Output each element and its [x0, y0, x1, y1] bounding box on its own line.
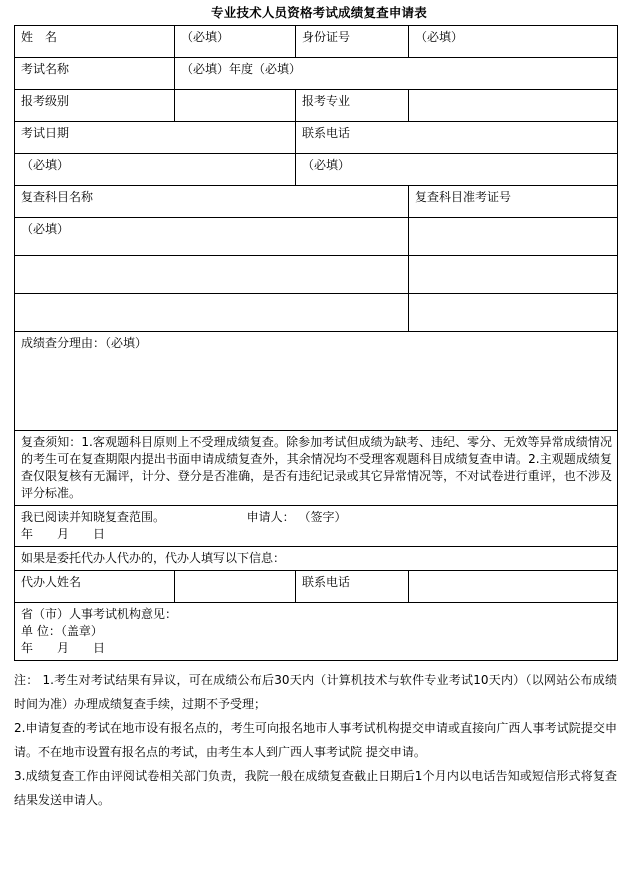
label-name: 姓 名 — [15, 26, 175, 58]
field-apply-major-value[interactable] — [409, 90, 618, 122]
footer-note-3: 3.成绩复查工作由评阅试卷相关部门负责，我院一般在成绩复查截止日期后1个月内以电话告知或短信形式将复查结果发送申请人。 — [14, 769, 617, 807]
applicant-label: 申请人： — [246, 510, 295, 524]
field-apply-level-value[interactable] — [175, 90, 296, 122]
field-contact-phone-value[interactable]: （必填） — [296, 154, 618, 186]
field-agent-name-value[interactable] — [175, 571, 296, 603]
field-exam-date-value[interactable]: （必填） — [15, 154, 296, 186]
label-review-subject-name: 复查科目名称 — [15, 186, 409, 218]
agency-opinion-cell — [15, 603, 618, 661]
table-row-level-major — [15, 90, 618, 122]
field-exam-name-value[interactable]: （必填）年度（必填） — [175, 58, 618, 90]
field-review-subject-name-3[interactable] — [15, 294, 409, 332]
field-id-number-value[interactable]: （必填） — [409, 26, 618, 58]
label-exam-date: 考试日期 — [15, 122, 296, 154]
footer-notes — [14, 668, 617, 812]
table-row-exam-name — [15, 58, 618, 90]
table-row-agent-intro — [15, 547, 618, 571]
table-row-subject-1 — [15, 218, 618, 256]
field-review-subject-name-1[interactable]: （必填） — [15, 218, 409, 256]
label-id-number: 身份证号 — [296, 26, 409, 58]
table-row-subject-3 — [15, 294, 618, 332]
field-review-subject-name-2[interactable] — [15, 256, 409, 294]
label-apply-major: 报考专业 — [296, 90, 409, 122]
field-review-subject-ticket-1[interactable] — [409, 218, 618, 256]
label-agent-name: 代办人姓名 — [15, 571, 175, 603]
table-row-date-phone-header — [15, 122, 618, 154]
applicant-date-line[interactable]: 年 月 日 — [21, 527, 106, 541]
label-apply-level: 报考级别 — [15, 90, 175, 122]
agent-intro-text: 如果是委托代办人代办的，代办人填写以下信息： — [15, 547, 618, 571]
table-row-date-phone-value — [15, 154, 618, 186]
label-exam-name: 考试名称 — [15, 58, 175, 90]
table-row-read-confirm — [15, 506, 618, 547]
agency-date-line[interactable]: 年 月 日 — [21, 641, 106, 655]
footer-note-2: 2.申请复查的考试在地市设有报名点的，考生可向报名地市人事考试机构提交申请或直接向广西人事考试院提交申请。不在地市设置有报名点的考试，由考生本人到广西人事考试院 提交申请。 — [14, 721, 617, 759]
table-row-reason — [15, 332, 618, 431]
field-agent-phone-value[interactable] — [409, 571, 618, 603]
table-row-agency-opinion — [15, 603, 618, 661]
application-form-table — [14, 25, 618, 661]
review-notice-text: 复查须知：1.客观题科目原则上不受理成绩复查。除参加考试但成绩为缺考、违纪、零分、无效等异常成绩情况的考生可在复查期限内提出书面申请成绩复查外，其余情况均不受理客观题科目成绩复查申请。2.主观题成绩复查仅限复核有无漏评，计分、登分是否准确，是否有违纪记录或其它异常情况等，不对试卷进行重评，也不涉及评分标准。 — [15, 431, 618, 506]
footer-note-1: 注： 1.考生对考试结果有异议，可在成绩公布后30天内（计算机技术与软件专业考试10天内）（以网站公布成绩时间为准）办理成绩复查手续，过期不予受理； — [14, 673, 617, 711]
read-confirm-cell — [15, 506, 618, 547]
field-review-subject-ticket-3[interactable] — [409, 294, 618, 332]
table-row-name — [15, 26, 618, 58]
read-confirm-line — [21, 509, 612, 526]
field-review-subject-ticket-2[interactable] — [409, 256, 618, 294]
label-agent-phone: 联系电话 — [296, 571, 409, 603]
read-statement: 我已阅读并知晓复查范围。 — [21, 510, 166, 524]
label-contact-phone: 联系电话 — [296, 122, 618, 154]
label-review-subject-ticket: 复查科目准考证号 — [409, 186, 618, 218]
agency-opinion-title: 省（市）人事考试机构意见： — [21, 607, 178, 621]
signature-hint[interactable]: （签字） — [298, 510, 347, 524]
table-row-agent — [15, 571, 618, 603]
field-name-value[interactable]: （必填） — [175, 26, 296, 58]
agency-unit-seal-line[interactable]: 单 位：（盖章） — [21, 624, 103, 638]
table-row-subject-header — [15, 186, 618, 218]
field-review-reason[interactable]: 成绩查分理由：（必填） — [15, 332, 618, 431]
table-row-subject-2 — [15, 256, 618, 294]
table-row-notice — [15, 431, 618, 506]
page-title: 专业技术人员资格考试成绩复查申请表 — [211, 5, 427, 20]
